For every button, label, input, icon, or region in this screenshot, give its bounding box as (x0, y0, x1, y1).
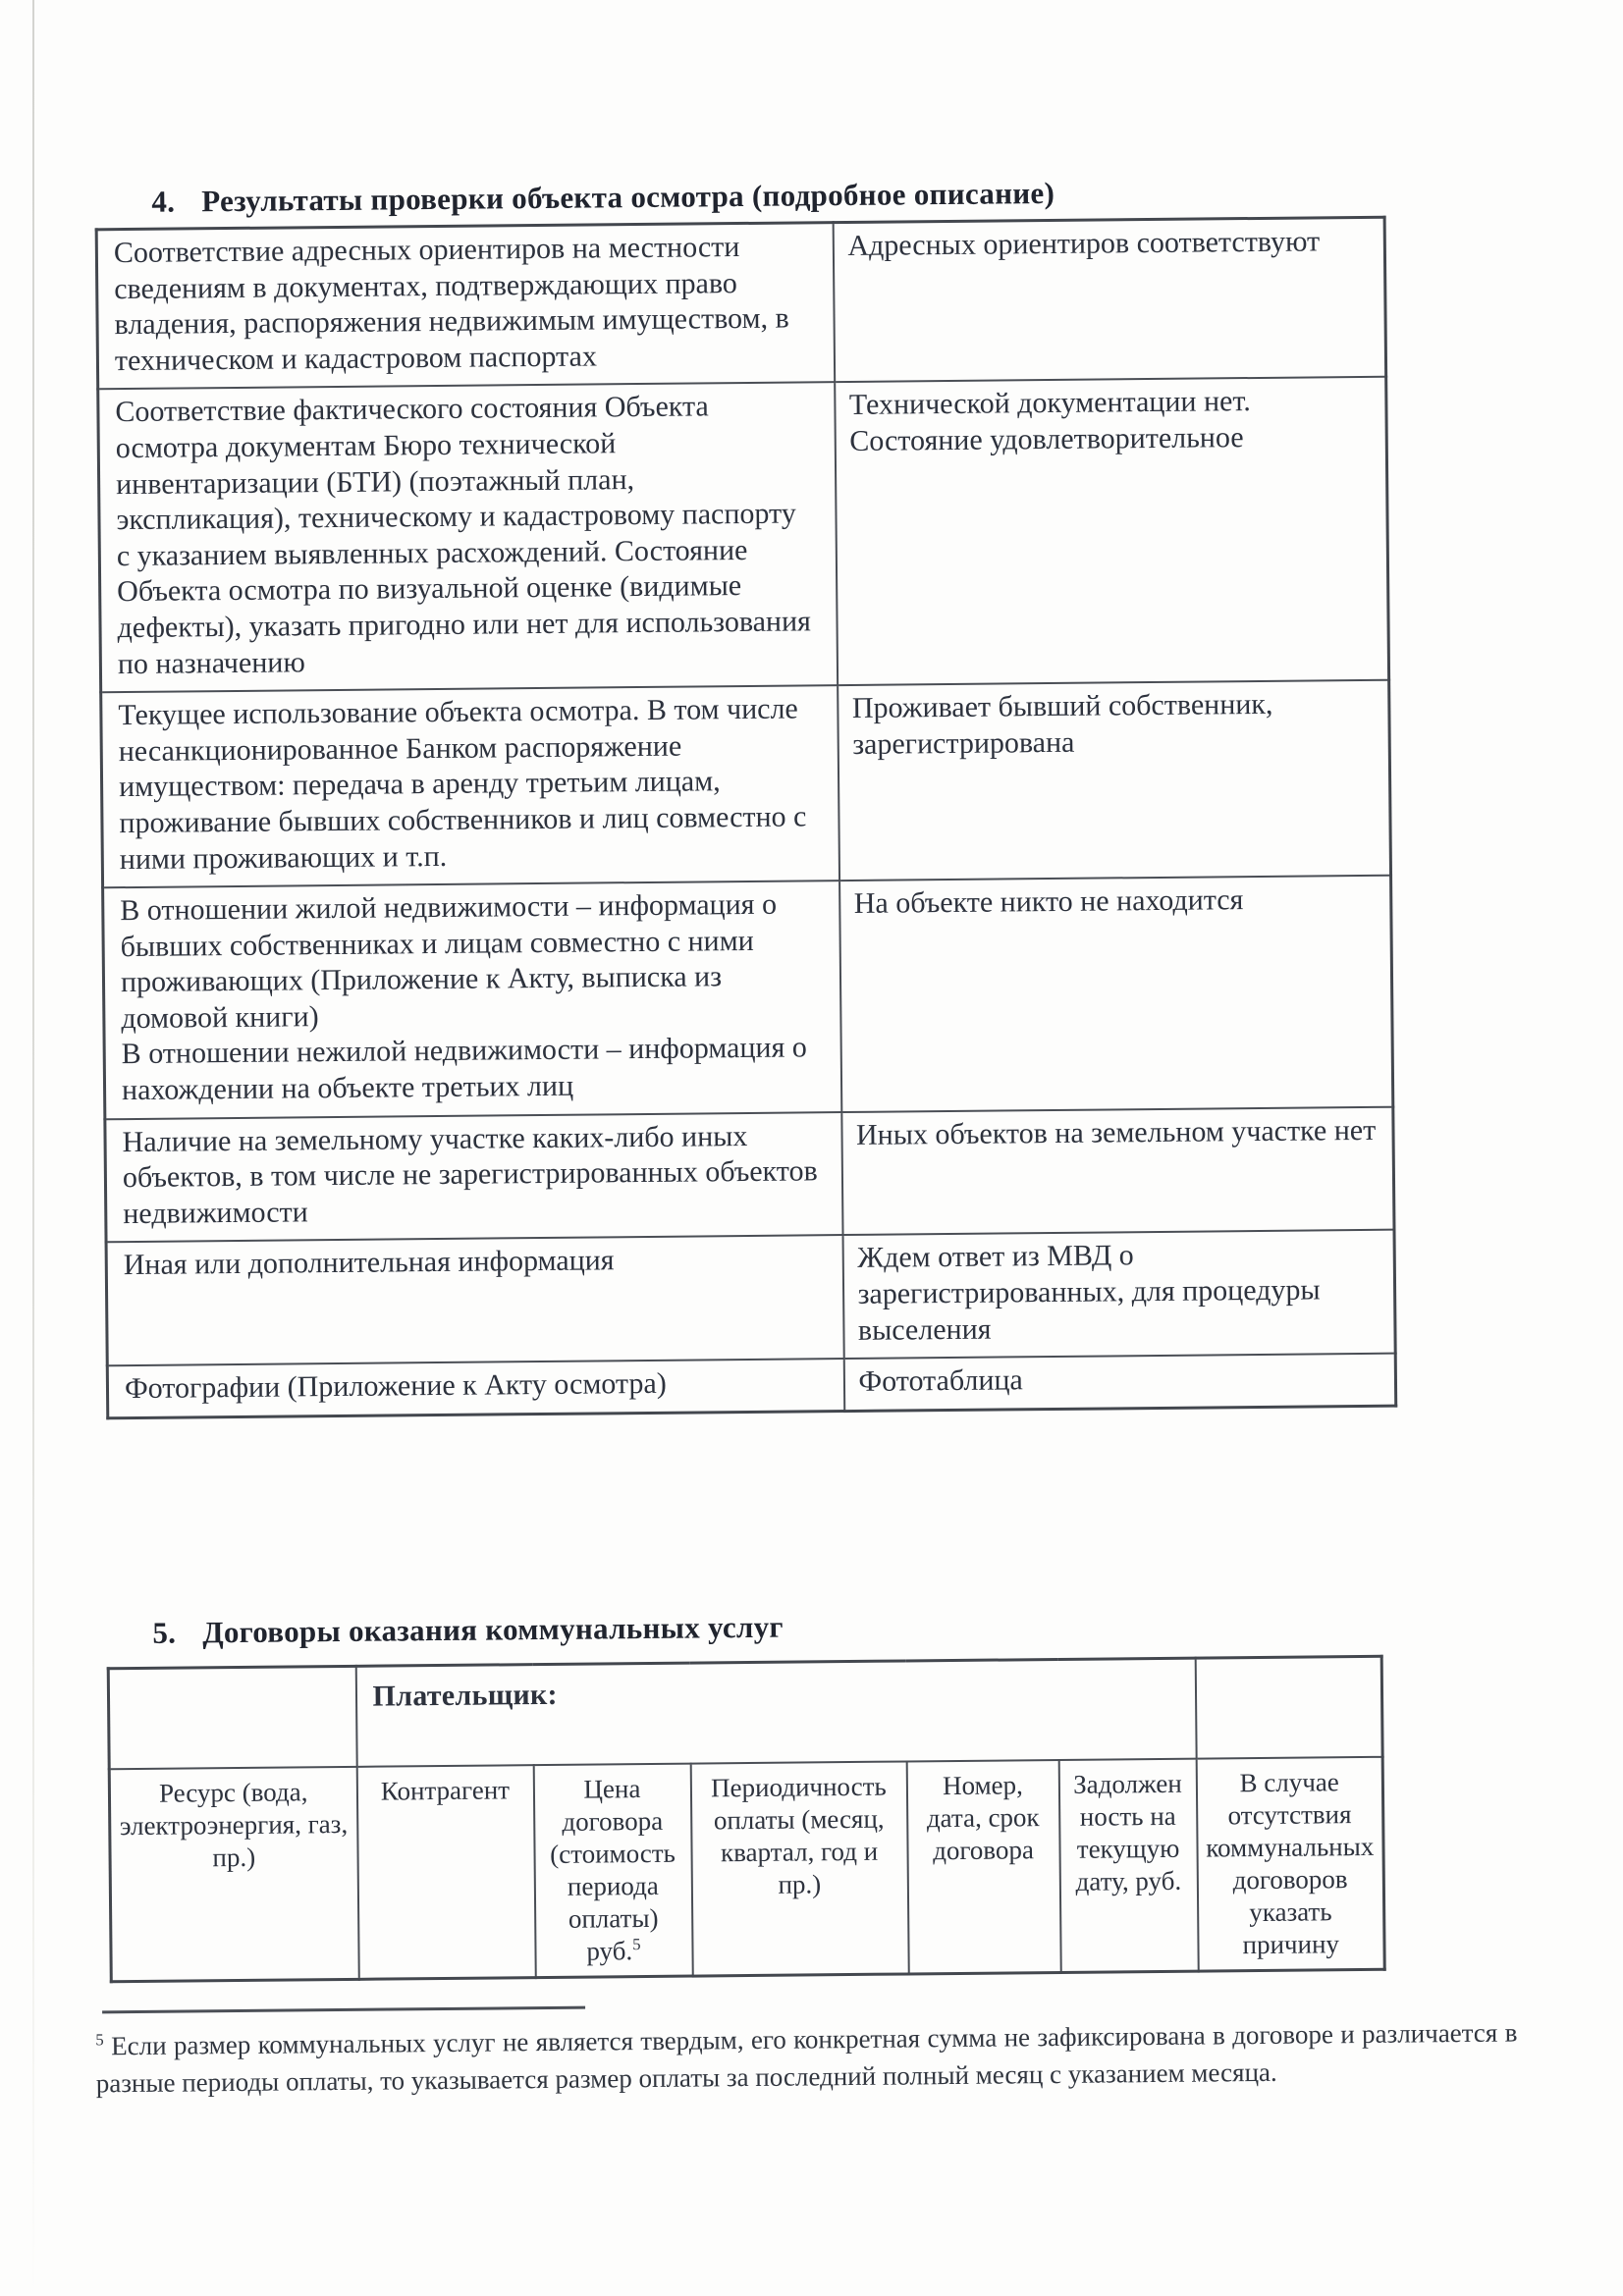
row-label-cell (105, 1112, 842, 1243)
section5-number: 5. (152, 1615, 177, 1650)
row-label: В отношении жилой недвижимости – информация о бывших собственниках и лицам совместно с ними проживающих (Приложение к Акту, выписка из домовой книги) В отношении нежилой недвижимости – информация о нахождении на объекте третьих лиц (120, 887, 807, 1107)
table-row-address (96, 217, 1386, 389)
payer-row (108, 1656, 1382, 1769)
column-header-label: Периодичность оплаты (месяц, квартал, год и пр.) (710, 1771, 887, 1899)
row-label: Соответствие фактического состояния Объекта осмотра документам Бюро технической инвентаризации (БТИ) (поэтажный план, экспликация), техническому и кадастровому паспорту с указанием выявленных расхождений. Состояние Объекта осмотра по визуальной оценке (видимые дефекты), указать пригодно или нет для использования по назначению (115, 390, 812, 680)
footnote-text: Если размер коммунальных услуг не является твердым, его конкретная сумма не зафиксирована в договоре и различается в разные периоды оплаты, то указывается размер оплаты за последний полный месяц с указанием месяца. (95, 2017, 1518, 2099)
row-label: Наличие на земельному участке каких-либо иных объектов, в том числе не зарегистрированных объектов недвижимости (122, 1119, 818, 1230)
payer-cell (355, 1658, 1196, 1767)
row-value-cell (833, 217, 1386, 382)
row-value-cell (843, 1354, 1395, 1411)
column-header-label: Цена договора (стоимость периода оплаты) руб. (550, 1774, 676, 1966)
header-row (109, 1757, 1384, 1982)
table-row-other-info (106, 1230, 1395, 1365)
column-header-price (533, 1764, 692, 1978)
row-label: Иная или дополнительная информация (123, 1244, 615, 1282)
row-value-cell (838, 680, 1391, 881)
footnote-marker: 5 (95, 2030, 104, 2050)
row-value: Иных объектов на земельном участке нет (855, 1113, 1377, 1151)
table-row-land-objects (105, 1106, 1394, 1242)
column-header-label: Ресурс (вода, электроэнергия, газ, пр.) (119, 1777, 349, 1873)
footnote-reference: 5 (632, 1934, 641, 1953)
column-header-label: Задолжен​ность на текущую дату, руб. (1072, 1768, 1182, 1896)
row-value: Адресных ориентиров соответствуют (847, 225, 1321, 262)
row-value: Технической документации нет. Состояние удовлетворительное (848, 385, 1251, 457)
row-label-cell (106, 1236, 843, 1366)
column-header-periodicity (690, 1761, 908, 1975)
row-value-cell (841, 1106, 1394, 1235)
row-label-cell (101, 685, 839, 887)
column-header-resource (109, 1767, 358, 1982)
column-header-label: Контрагент (380, 1775, 511, 1806)
table-row-bti-condition (98, 377, 1389, 692)
empty-cell (1195, 1656, 1382, 1758)
row-value-cell (835, 377, 1389, 685)
section4-number: 4. (151, 184, 176, 219)
table-row-photos (107, 1354, 1395, 1418)
row-value-cell (842, 1230, 1395, 1359)
row-value: На объекте никто не находится (853, 883, 1244, 921)
utility-contracts-table (107, 1655, 1386, 1983)
row-value-cell (839, 876, 1393, 1112)
column-header-no-contract-reason (1196, 1757, 1384, 1971)
inspection-results-table (95, 216, 1398, 1419)
row-value: Фототаблица (858, 1363, 1023, 1399)
column-header-debt (1058, 1759, 1198, 1972)
section5-heading (152, 1610, 784, 1651)
empty-cell (108, 1666, 356, 1769)
table-row-former-owners (103, 876, 1393, 1119)
section5-title: Договоры оказания коммунальных услуг (202, 1609, 784, 1650)
row-value: Ждем ответ из МВД о зарегистрированных, для процедуры выселения (857, 1239, 1321, 1347)
row-label-cell (96, 223, 835, 390)
row-label: Соответствие адресных ориентиров на местности сведениям в документах, подтверждающих право владения, распоряжения недвижимым имуществом, в техническом и кадастровом паспортах (113, 231, 789, 377)
table-row-current-use (101, 680, 1391, 888)
footnote (95, 2015, 1518, 2103)
row-label-cell (107, 1359, 843, 1417)
section4-title: Результаты проверки объекта осмотра (подробное описание) (201, 175, 1055, 219)
footnote-separator (102, 2006, 585, 2014)
section4-heading (151, 176, 1055, 220)
column-header-label: В случае отсутствия коммунальных договоров указать причину (1206, 1767, 1375, 1959)
column-header-label: Номер, дата, срок договора (926, 1770, 1040, 1866)
row-value: Проживает бывший собственник, зарегистрирована (851, 687, 1273, 761)
row-label: Фотографии (Приложение к Акту осмотра) (124, 1367, 667, 1406)
column-header-counterparty (356, 1765, 535, 1979)
row-label-cell (98, 382, 838, 692)
payer-label: Плательщик: (372, 1678, 558, 1713)
row-label: Текущее использование объекта осмотра. В том числе несанкционированное Банком распоряжение имуществом: передача в аренду третьим лицам, проживание бывших собственников и лиц совместно с ними проживающих и т.п. (118, 692, 807, 876)
column-header-contract-number (906, 1760, 1060, 1974)
row-label-cell (103, 881, 841, 1119)
